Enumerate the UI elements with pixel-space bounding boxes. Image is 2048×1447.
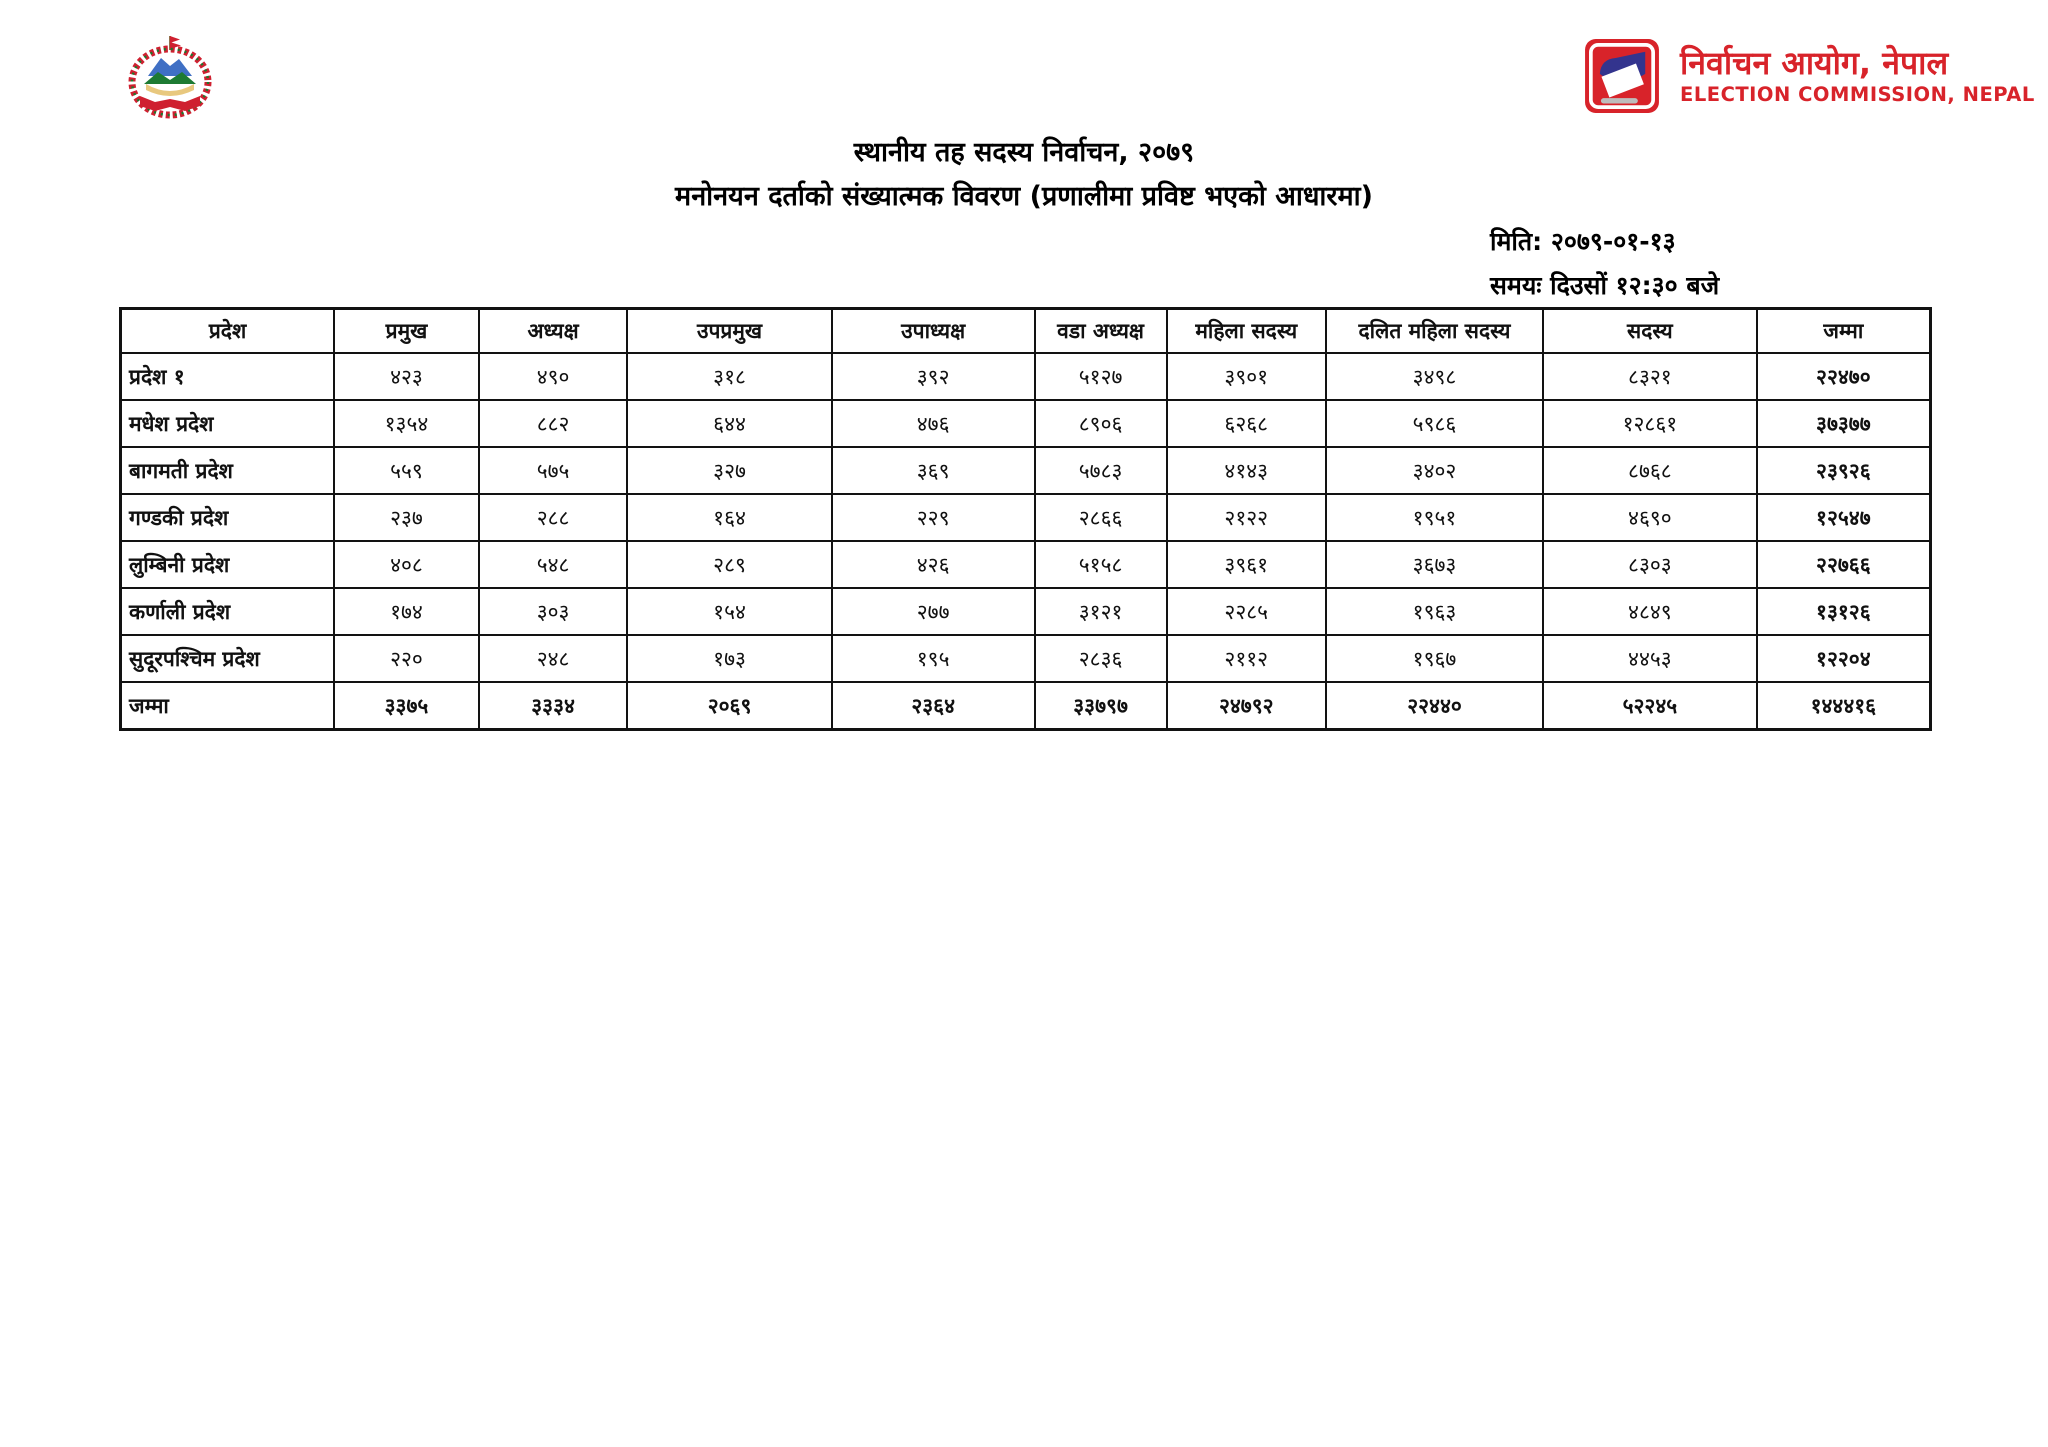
count-cell: ५९८६	[1326, 400, 1543, 447]
count-cell: १९५	[832, 635, 1035, 682]
count-cell: १२८६१	[1543, 400, 1757, 447]
ballot-box-icon	[1584, 38, 1660, 114]
count-cell: ६४४	[627, 400, 832, 447]
total-label-cell: जम्मा	[121, 682, 335, 730]
count-cell: ४४५३	[1543, 635, 1757, 682]
nomination-table	[119, 307, 1932, 731]
count-cell: ५७८३	[1035, 447, 1167, 494]
count-cell: १९५१	[1326, 494, 1543, 541]
count-cell: ३१८	[627, 353, 832, 400]
table-row	[121, 635, 1931, 682]
count-cell: २३९२६	[1757, 447, 1931, 494]
count-cell: ३७३७७	[1757, 400, 1931, 447]
count-cell: ३६७३	[1326, 541, 1543, 588]
count-cell: ४९०	[479, 353, 627, 400]
count-cell: ५२२४५	[1543, 682, 1757, 730]
table-row	[121, 353, 1931, 400]
count-cell: ३४०२	[1326, 447, 1543, 494]
count-cell: १४४४१६	[1757, 682, 1931, 730]
province-name-cell: सुदूरपश्चिम प्रदेश	[121, 635, 335, 682]
count-cell: ५१२७	[1035, 353, 1167, 400]
count-cell: ३३३४	[479, 682, 627, 730]
count-cell: १९६७	[1326, 635, 1543, 682]
column-header: उपप्रमुख	[627, 309, 832, 354]
count-cell: २४८	[479, 635, 627, 682]
column-header: सदस्य	[1543, 309, 1757, 354]
count-cell: २७७	[832, 588, 1035, 635]
total-row	[121, 682, 1931, 730]
count-cell: २२४७०	[1757, 353, 1931, 400]
time-line: समयः दिउसों १२:३० बजे	[1490, 271, 1720, 300]
province-name-cell: प्रदेश १	[121, 353, 335, 400]
column-header: दलित महिला सदस्य	[1326, 309, 1543, 354]
org-name-nepali: निर्वाचन आयोग, नेपाल	[1680, 44, 1949, 82]
count-cell: २३६४	[832, 682, 1035, 730]
nomination-table-wrapper	[119, 307, 1932, 731]
count-cell: १७३	[627, 635, 832, 682]
table-row	[121, 400, 1931, 447]
count-cell: ३०३	[479, 588, 627, 635]
count-cell: ३३७५	[334, 682, 479, 730]
column-header: वडा अध्यक्ष	[1035, 309, 1167, 354]
count-cell: २२८५	[1167, 588, 1326, 635]
count-cell: ३६९	[832, 447, 1035, 494]
count-cell: ४१४३	[1167, 447, 1326, 494]
count-cell: २२७६६	[1757, 541, 1931, 588]
count-cell: ८३०३	[1543, 541, 1757, 588]
table-row	[121, 494, 1931, 541]
nepal-government-emblem-icon	[120, 34, 220, 120]
count-cell: १५४	[627, 588, 832, 635]
count-cell: २४७९२	[1167, 682, 1326, 730]
count-cell: ३९०१	[1167, 353, 1326, 400]
column-header: महिला सदस्य	[1167, 309, 1326, 354]
count-cell: १३१२६	[1757, 588, 1931, 635]
count-cell: ३२७	[627, 447, 832, 494]
date-line: मिति: २०७९-०१-१३	[1490, 227, 1676, 256]
date-time-block	[1490, 220, 1719, 308]
count-cell: १६४	[627, 494, 832, 541]
count-cell: ५७५	[479, 447, 627, 494]
count-cell: ८७६८	[1543, 447, 1757, 494]
count-cell: ६२६८	[1167, 400, 1326, 447]
province-name-cell: कर्णाली प्रदेश	[121, 588, 335, 635]
count-cell: ३१२१	[1035, 588, 1167, 635]
count-cell: ३३७९७	[1035, 682, 1167, 730]
province-name-cell: मधेश प्रदेश	[121, 400, 335, 447]
count-cell: २८८	[479, 494, 627, 541]
count-cell: ४०८	[334, 541, 479, 588]
count-cell: ४६९०	[1543, 494, 1757, 541]
count-cell: ३९२	[832, 353, 1035, 400]
table-row	[121, 588, 1931, 635]
page-subtitle: मनोनयन दर्ताको संख्यात्मक विवरण (प्रणालीमा प्रविष्ट भएको आधारमा)	[675, 181, 1373, 212]
province-name-cell: बागमती प्रदेश	[121, 447, 335, 494]
count-cell: २१२२	[1167, 494, 1326, 541]
column-header: जम्मा	[1757, 309, 1931, 354]
province-name-cell: लुम्बिनी प्रदेश	[121, 541, 335, 588]
count-cell: २८३६	[1035, 635, 1167, 682]
count-cell: ४८४९	[1543, 588, 1757, 635]
count-cell: १२२०४	[1757, 635, 1931, 682]
count-cell: ४२३	[334, 353, 479, 400]
table-header-row	[121, 309, 1931, 354]
count-cell: ४७६	[832, 400, 1035, 447]
table-row	[121, 447, 1931, 494]
count-cell: ५१५८	[1035, 541, 1167, 588]
count-cell: ८९०६	[1035, 400, 1167, 447]
count-cell: २११२	[1167, 635, 1326, 682]
count-cell: ४२६	[832, 541, 1035, 588]
count-cell: ८८२	[479, 400, 627, 447]
column-header: अध्यक्ष	[479, 309, 627, 354]
org-name-english: ELECTION COMMISSION, NEPAL	[1680, 83, 2035, 106]
count-cell: १७४	[334, 588, 479, 635]
count-cell: २२९	[832, 494, 1035, 541]
count-cell: ३४९८	[1326, 353, 1543, 400]
table-body	[121, 353, 1931, 730]
count-cell: ५४८	[479, 541, 627, 588]
province-name-cell: गण्डकी प्रदेश	[121, 494, 335, 541]
count-cell: २०६९	[627, 682, 832, 730]
ecn-logo-block	[1584, 38, 2035, 114]
table-row	[121, 541, 1931, 588]
page-title: स्थानीय तह सदस्य निर्वाचन, २०७९	[853, 137, 1195, 168]
count-cell: २२४४०	[1326, 682, 1543, 730]
column-header: उपाध्यक्ष	[832, 309, 1035, 354]
count-cell: २२०	[334, 635, 479, 682]
count-cell: ३९६१	[1167, 541, 1326, 588]
count-cell: २३७	[334, 494, 479, 541]
column-header: प्रदेश	[121, 309, 335, 354]
count-cell: ५५९	[334, 447, 479, 494]
count-cell: २८९	[627, 541, 832, 588]
count-cell: १९६३	[1326, 588, 1543, 635]
count-cell: १२५४७	[1757, 494, 1931, 541]
count-cell: २८६६	[1035, 494, 1167, 541]
count-cell: ८३२१	[1543, 353, 1757, 400]
count-cell: १३५४	[334, 400, 479, 447]
column-header: प्रमुख	[334, 309, 479, 354]
